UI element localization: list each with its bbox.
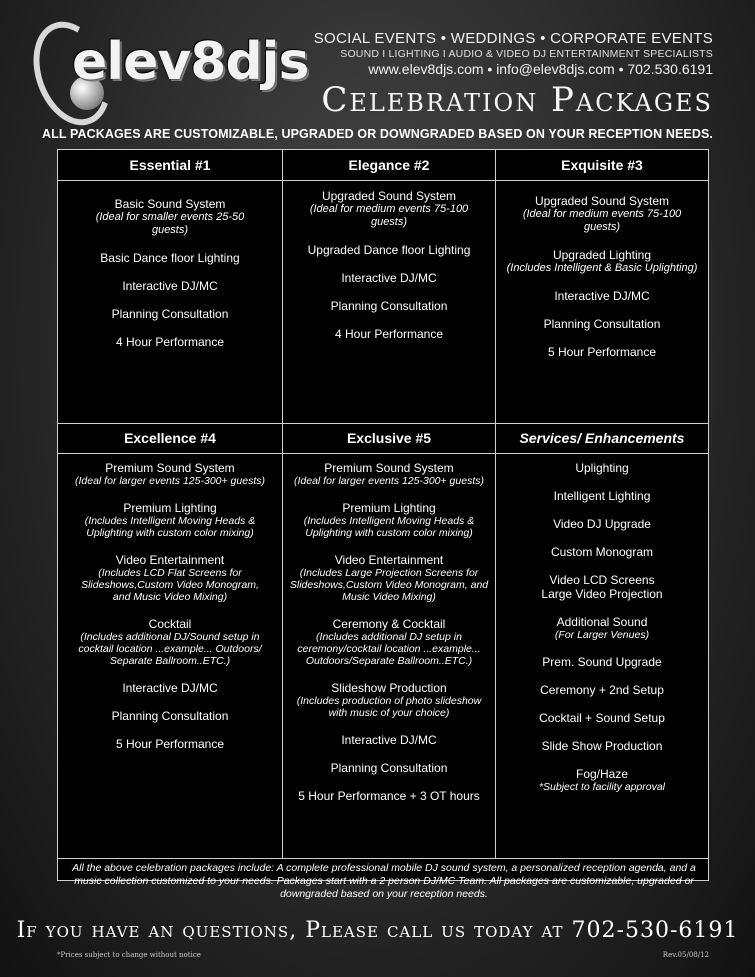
item-title: Fog/Haze: [575, 767, 629, 781]
package-body-essential: [78, 197, 262, 363]
item-note: (Includes Intelligent & Basic Uplighting): [506, 262, 698, 274]
item-note: (Includes Intelligent Moving Heads & Uplighting with custom color mixing): [84, 515, 256, 539]
item-title: Basic Sound System: [114, 197, 226, 211]
list-item: Interactive DJ/MC: [554, 289, 650, 303]
package-title-services: Services/ Enhancements: [519, 430, 685, 446]
row-divider: [58, 423, 708, 424]
list-item: [78, 197, 262, 237]
item-title: Cocktail: [148, 617, 192, 631]
list-item: 5 Hour Performance + 3 OT hours: [298, 789, 480, 803]
header-services: SOCIAL EVENTS • WEDDINGS • CORPORATE EVENTS: [313, 30, 713, 47]
list-item: [506, 194, 698, 234]
price-disclaimer: *Prices subject to change without notice: [57, 951, 201, 959]
package-title-excellence: Excellence #4: [124, 430, 216, 446]
item-title: Premium Sound System: [324, 461, 454, 475]
package-body-excellence: [72, 461, 268, 765]
row-divider: [58, 453, 708, 454]
item-title: Premium Sound System: [105, 461, 235, 475]
list-item: [72, 553, 268, 603]
item-note: (Includes additional DJ setup in ceremony/cocktail location ...example... Outdoors/Separate Ballroom..ETC.): [297, 631, 481, 667]
list-item: Cocktail + Sound Setup: [539, 711, 665, 725]
list-item: Prem. Sound Upgrade: [542, 655, 662, 669]
page-title: Celebration Packages: [321, 80, 713, 120]
item-note: (Ideal for medium events 75-100 guests): [522, 208, 682, 233]
package-title-exclusive: Exclusive #5: [346, 430, 432, 446]
package-body-elegance: [293, 189, 485, 355]
list-item: Interactive DJ/MC: [341, 733, 437, 747]
row-divider: [58, 858, 708, 859]
item-title: Slideshow Production: [331, 681, 447, 695]
package-body-exclusive: [289, 461, 489, 817]
list-item: Interactive DJ/MC: [122, 279, 218, 293]
item-note: (Ideal for smaller events 25-50 guests): [95, 211, 245, 236]
item-title: Video Entertainment: [115, 553, 225, 567]
list-item: [289, 461, 489, 487]
item-title: Premium Lighting: [342, 501, 436, 515]
list-item: Upgraded Dance floor Lighting: [307, 243, 471, 257]
item-title: Upgraded Sound System: [321, 189, 457, 203]
item-title: Additional Sound: [556, 615, 648, 629]
list-item: Interactive DJ/MC: [122, 681, 218, 695]
item-note: (Includes additional DJ/Sound setup in cocktail location ...example... Outdoors/ Separate Ballroom..ETC.): [78, 631, 262, 667]
item-note: (Ideal for medium events 75-100 guests): [309, 203, 469, 228]
list-item: [289, 617, 489, 667]
packages-footnote: All the above celebration packages include: A complete professional mobile DJ sound system, a personalized reception agenda, and a music collection customized to your needs. Packages start with a 2 person DJ/MC Team. All packages are customizable, upgraded or downgraded based on your reception needs.: [72, 862, 696, 900]
package-title-elegance: Elegance #2: [348, 157, 430, 173]
item-note: (Includes production of photo slideshow with music of your choice): [296, 695, 482, 719]
list-item: Planning Consultation: [543, 317, 661, 331]
list-item: 4 Hour Performance: [334, 327, 444, 341]
list-item: Custom Monogram: [550, 545, 654, 559]
list-item: [72, 501, 268, 539]
item-title: Upgraded Sound System: [534, 194, 670, 208]
item-title: Video LCD Screens: [549, 573, 655, 587]
list-item: Slide Show Production: [541, 739, 663, 753]
item-note: (Ideal for larger events 125-300+ guests): [75, 475, 265, 487]
page-subtitle: ALL PACKAGES ARE CUSTOMIZABLE, UPGRADED OR DOWNGRADED BASED ON YOUR RECEPTION NEEDS.: [42, 127, 713, 141]
package-title-essential: Essential #1: [129, 157, 211, 173]
package-body-exquisite: [506, 194, 698, 373]
packages-table: [57, 149, 709, 900]
list-item: [72, 617, 268, 667]
header-info: [314, 30, 713, 77]
list-item: Planning Consultation: [111, 709, 229, 723]
list-item: Ceremony + 2nd Setup: [540, 683, 664, 697]
item-note: (Includes Intelligent Moving Heads & Uplighting with custom color mixing): [303, 515, 475, 539]
list-item: 5 Hour Performance: [115, 737, 225, 751]
list-item: [506, 573, 698, 601]
list-item: Planning Consultation: [111, 307, 229, 321]
list-item: [289, 553, 489, 603]
column-divider: [495, 150, 496, 858]
list-item: 5 Hour Performance: [547, 345, 657, 359]
item-title: Video Entertainment: [334, 553, 444, 567]
list-item: Planning Consultation: [330, 761, 448, 775]
header-contact: www.elev8djs.com • info@elev8djs.com • 702.530.6191: [368, 61, 713, 77]
header-specialties: SOUND I LIGHTING I AUDIO & VIDEO DJ ENTERTAINMENT SPECIALISTS: [340, 48, 713, 60]
list-item: Planning Consultation: [330, 299, 448, 313]
item-note: (For Larger Venues): [554, 629, 650, 641]
row-divider: [58, 180, 708, 181]
list-item: [289, 681, 489, 719]
list-item: [289, 501, 489, 539]
package-title-exquisite: Exquisite #3: [561, 157, 643, 173]
list-item: [506, 248, 698, 275]
list-item: [506, 767, 698, 793]
revision-date: Rev.05/08/12: [662, 951, 709, 959]
list-item: 4 Hour Performance: [115, 335, 225, 349]
package-body-services: [506, 461, 698, 807]
item-note: (Ideal for larger events 125-300+ guests): [294, 475, 484, 487]
list-item: Video DJ Upgrade: [553, 517, 651, 531]
brand-logo: [30, 14, 309, 124]
item-note: *Subject to facility approval: [538, 781, 666, 793]
call-to-action: If you have an questions, Please call us today at 702-530-6191: [16, 918, 739, 943]
item-title: Ceremony & Cocktail: [332, 617, 446, 631]
item-title-second: Large Video Projection: [541, 587, 663, 601]
column-divider: [282, 150, 283, 858]
logo-text: elev8djs: [72, 32, 309, 92]
list-item: [506, 615, 698, 641]
item-title: Upgraded Lighting: [552, 248, 652, 262]
list-item: [72, 461, 268, 487]
list-item: [293, 189, 485, 229]
list-item: Uplighting: [575, 461, 629, 475]
item-note: (Includes LCD Flat Screens for Slideshows,Custom Video Monogram, and Music Video Mixing): [81, 567, 259, 603]
list-item: Intelligent Lighting: [553, 489, 651, 503]
item-title: Premium Lighting: [123, 501, 217, 515]
list-item: Basic Dance floor Lighting: [100, 251, 240, 265]
list-item: Interactive DJ/MC: [341, 271, 437, 285]
item-note: (Includes Large Projection Screens for Slideshows,Custom Video Monogram, and Music Video Mixing): [289, 567, 489, 603]
